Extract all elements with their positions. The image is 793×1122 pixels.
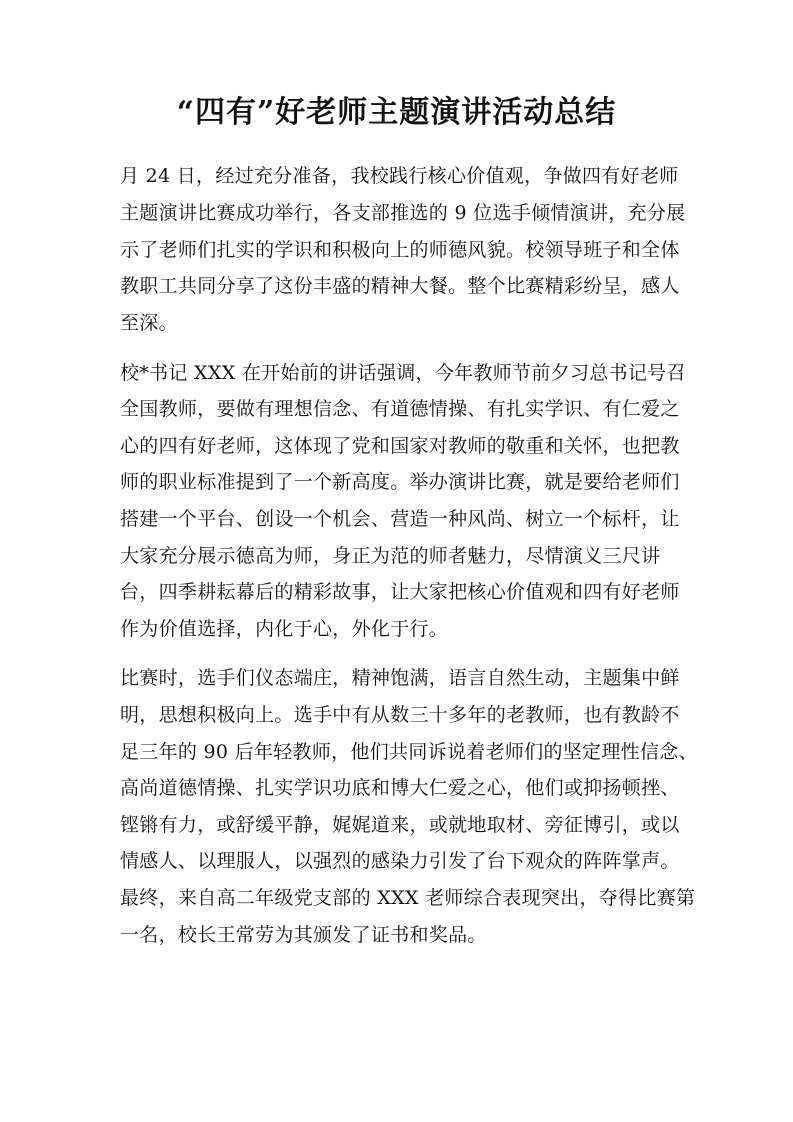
paragraph-1-line-3: 示了老师们扎实的学识和积极向上的师德风貌。校领导班子和全体: [120, 239, 680, 261]
paragraph-3-line-1: 比赛时，选手们仪态端庄，精神饱满，语言自然生动，主题集中鲜: [120, 667, 680, 689]
paragraph-1-line-1: 月 24 日，经过充分准备，我校践行核心价值观，争做四有好老师: [120, 165, 679, 187]
paragraph-3-line-7: 最终，来自高二年级党支部的 XXX 老师综合表现突出，夺得比赛第: [120, 887, 696, 909]
paragraph-2-line-4: 师的职业标准提到了一个新高度。举办演讲比赛，就是要给老师们: [120, 471, 680, 493]
paragraph-3-line-5: 铿锵有力，或舒缓平静，娓娓道来，或就地取材、旁征博引，或以: [120, 814, 680, 836]
paragraph-1-line-2: 主题演讲比赛成功举行，各支部推选的 9 位选手倾情演讲，充分展: [120, 202, 686, 224]
paragraph-3-line-3: 足三年的 90 后年轻教师，他们共同诉说着老师们的坚定理性信念、: [120, 741, 698, 763]
paragraph-3-line-2: 明，思想积极向上。选手中有从数三十多年的老教师，也有教龄不: [120, 704, 680, 726]
paragraph-2-line-6: 大家充分展示德高为师，身正为范的师者魅力，尽情演义三尺讲: [120, 545, 661, 567]
paragraph-2-line-2: 全国教师，要做有理想信念、有道德情操、有扎实学识、有仁爱之: [120, 398, 680, 420]
paragraph-1-line-5: 至深。: [120, 312, 178, 334]
paragraph-2-line-3: 心的四有好老师，这体现了党和国家对教师的敬重和关怀，也把教: [120, 435, 680, 457]
paragraph-2-line-1: 校*书记 XXX 在开始前的讲话强调，今年教师节前夕习总书记号召: [120, 362, 686, 384]
paragraph-1-line-4: 教职工共同分享了这份丰盛的精神大餐。整个比赛精彩纷呈，感人: [120, 275, 680, 297]
paragraph-2-line-8: 作为价值选择，内化于心，外化于行。: [120, 618, 449, 640]
document-title: “四有”好老师主题演讲活动总结: [176, 95, 617, 130]
paragraph-2-line-7: 台，四季耕耘幕后的精彩故事，让大家把核心价值观和四有好老师: [120, 581, 680, 603]
paragraph-3-line-6: 情感人、以理服人，以强烈的感染力引发了台下观众的阵阵掌声。: [120, 850, 680, 872]
paragraph-3-line-4: 高尚道德情操、扎实学识功底和博大仁爱之心，他们或抑扬顿挫、: [120, 777, 680, 799]
paragraph-2-line-5: 搭建一个平台、创设一个机会、营造一种风尚、树立一个标杆，让: [120, 508, 680, 530]
paragraph-3-line-8: 一名，校长王常劳为其颁发了证书和奖品。: [120, 924, 487, 946]
